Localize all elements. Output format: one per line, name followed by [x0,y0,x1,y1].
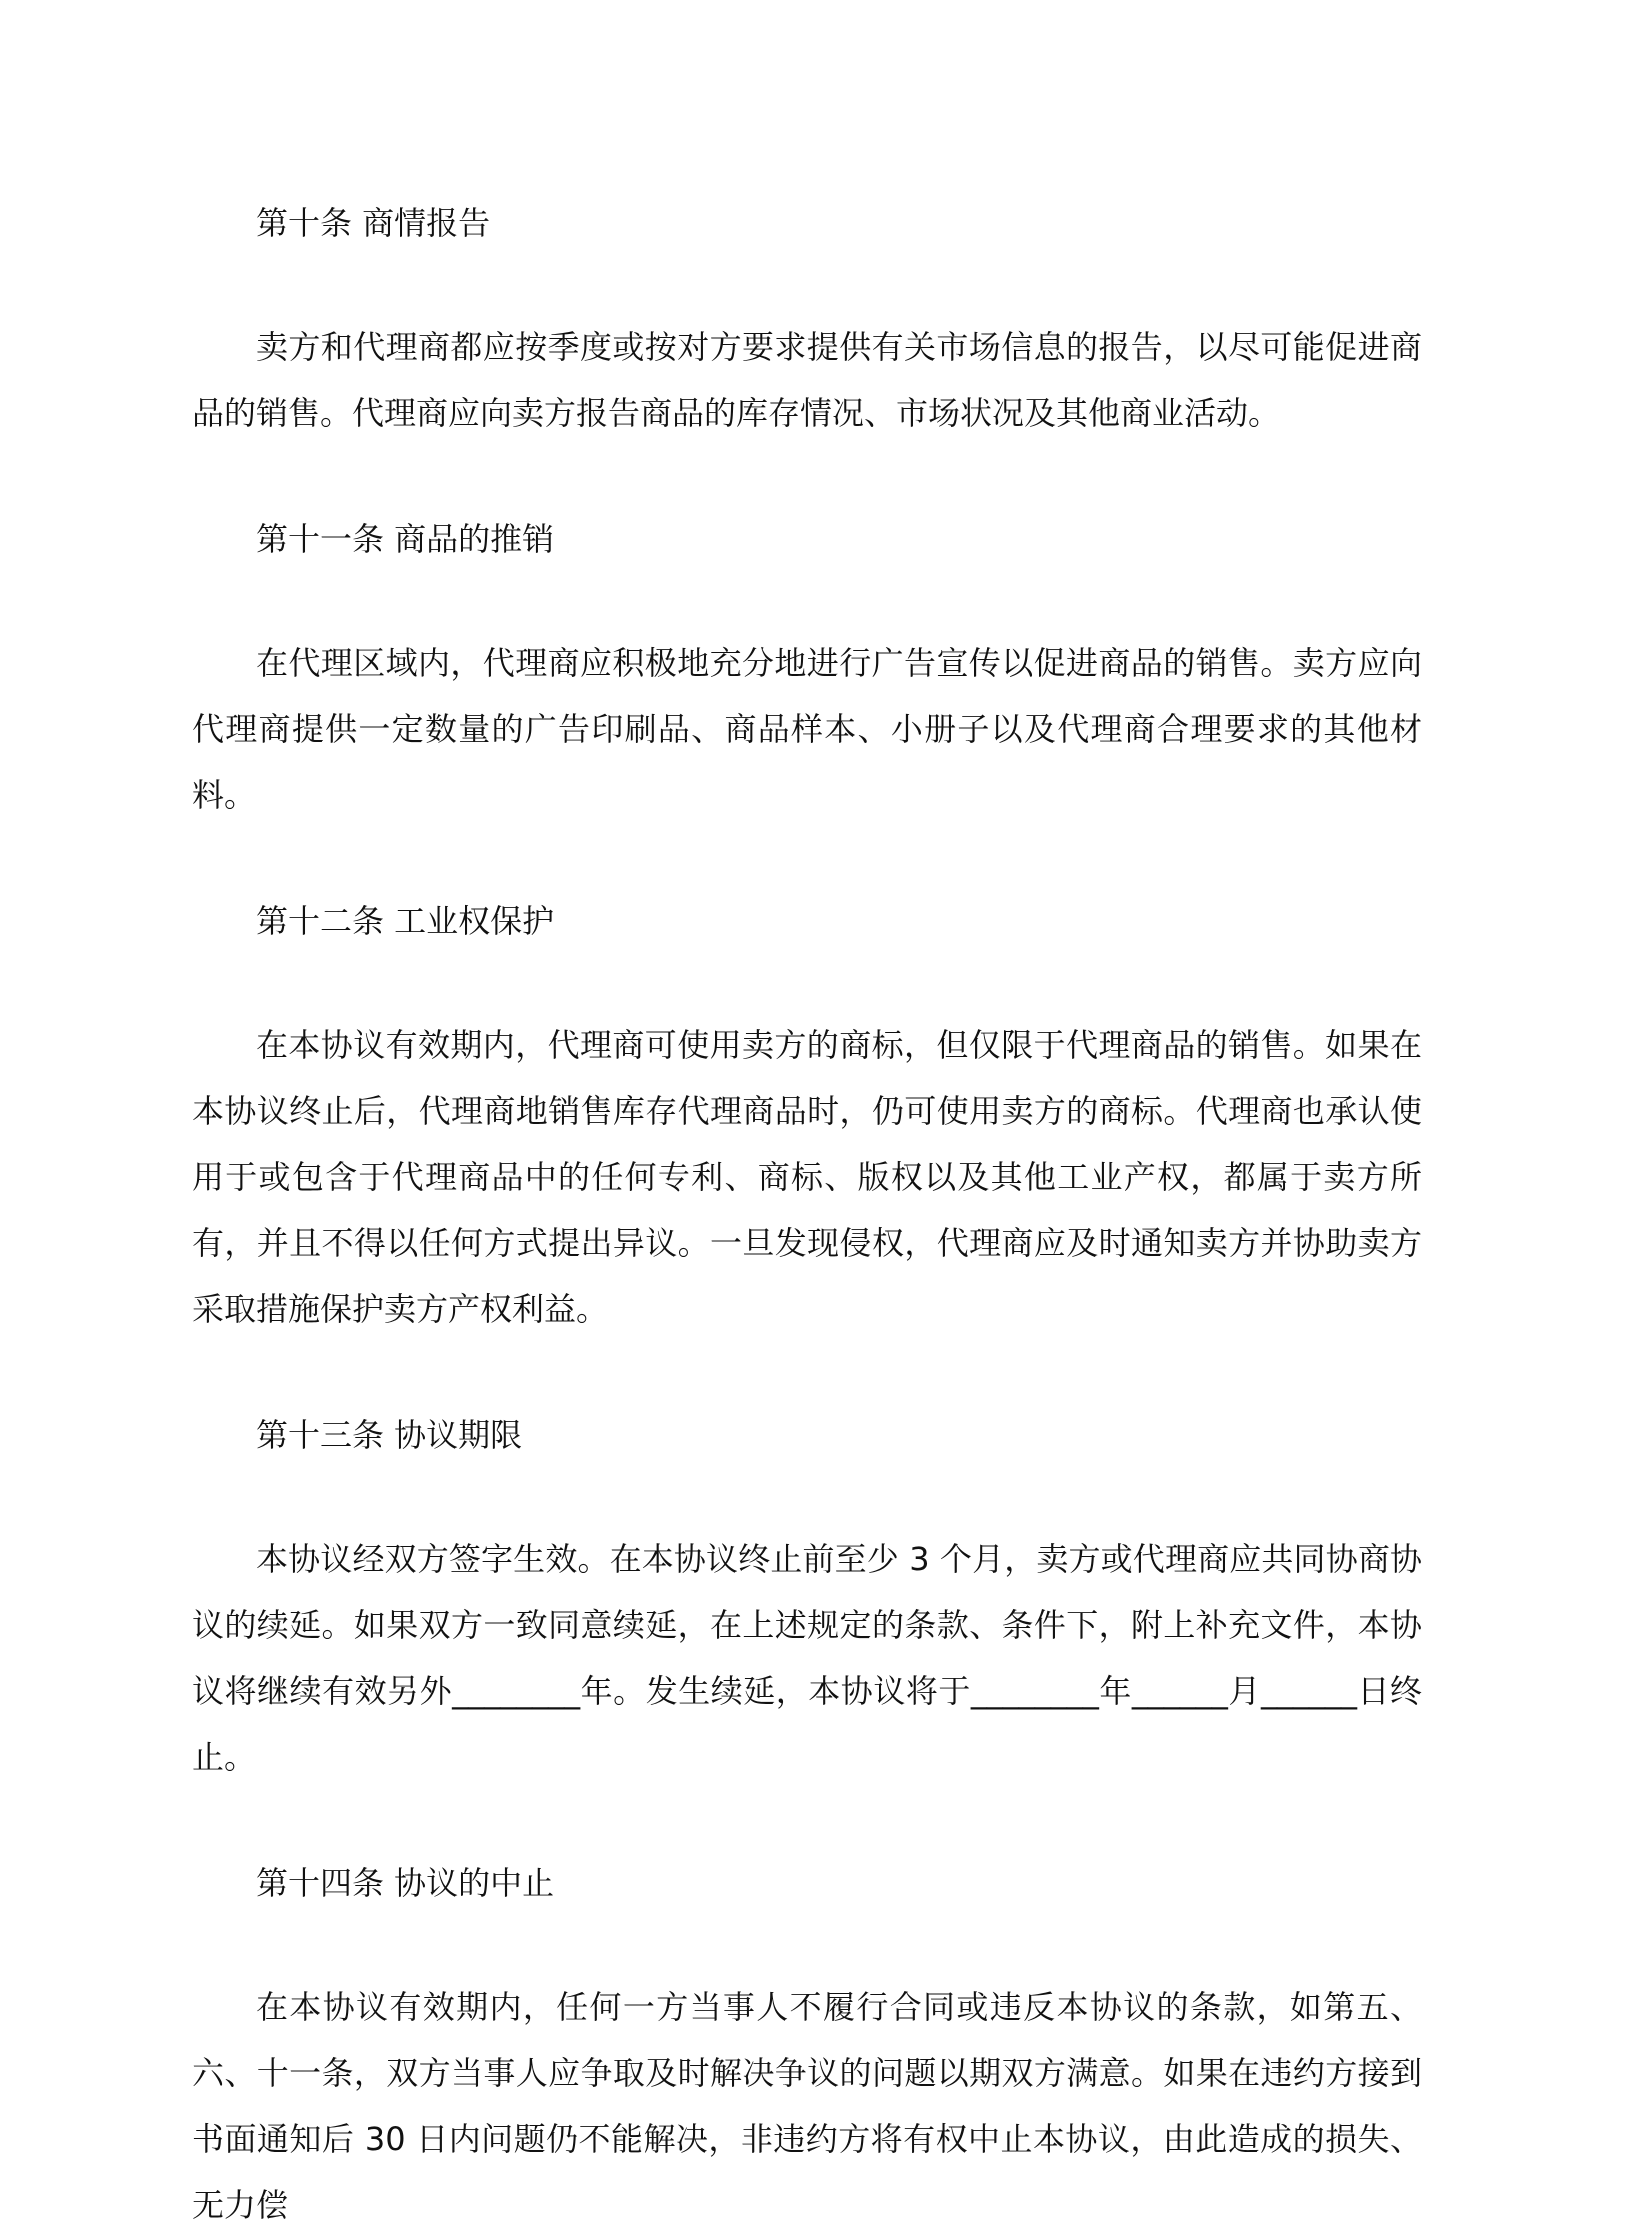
section-paragraph-13: 本协议经双方签字生效。在本协议终止前至少 3 个月，卖方或代理商应共同协商协议的续延。如果双方一致同意续延，在上述规定的条款、条件下，附上补充文件，本协议将继续有效另外________年。发生续延，本协议将于________年______月______日终止。 [192,1540,1422,1776]
section-paragraph-12: 在本协议有效期内，代理商可使用卖方的商标，但仅限于代理商品的销售。如果在本协议终止后，代理商地销售库存代理商品时，仍可使用卖方的商标。代理商也承认使用于或包含于代理商品中的任何专利、商标、版权以及其他工业产权，都属于卖方所有，并且不得以任何方式提出异议。一旦发现侵权，代理商应及时通知卖方并协助卖方采取措施保护卖方产权利益。 [192,1026,1422,1328]
section-heading-14: 第十四条 协议的中止 [256,1864,555,1902]
section-heading-13: 第十三条 协议期限 [256,1416,523,1454]
section-paragraph-14: 在本协议有效期内，任何一方当事人不履行合同或违反本协议的条款，如第五、六、十一条，双方当事人应争取及时解决争议的问题以期双方满意。如果在违约方接到书面通知后 30 日内问题仍不能解决，非违约方将有权中止本协议，由此造成的损失、无力偿 [192,1988,1422,2224]
section-paragraph-10: 卖方和代理商都应按季度或按对方要求提供有关市场信息的报告，以尽可能促进商品的销售。代理商应向卖方报告商品的库存情况、市场状况及其他商业活动。 [192,328,1422,432]
section-paragraph-11: 在代理区域内，代理商应积极地充分地进行广告宣传以促进商品的销售。卖方应向代理商提供一定数量的广告印刷品、商品样本、小册子以及代理商合理要求的其他材料。 [192,644,1422,814]
document-body [192,190,1422,2238]
section-heading-12: 第十二条 工业权保护 [256,902,555,940]
section-heading-10: 第十条 商情报告 [256,204,491,242]
section-heading-11: 第十一条 商品的推销 [256,520,555,558]
